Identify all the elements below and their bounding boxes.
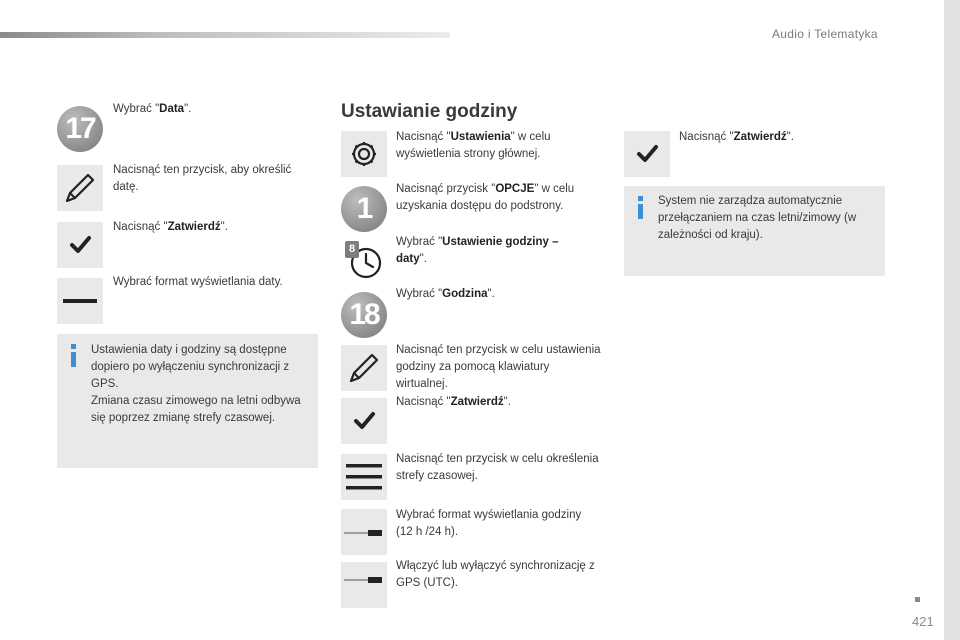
pencil-icon[interactable]	[341, 345, 387, 391]
left-step-select-date: Wybrać "Data".	[113, 103, 192, 115]
mid-step-set-time: Nacisnąć ten przycisk w celu ustawienia godziny za pomocą klawiatury wirtualnej.	[396, 344, 601, 390]
clock-icon[interactable]	[341, 238, 387, 284]
left-info-box	[57, 334, 318, 468]
mid-step-timezone: Nacisnąć ten przycisk w celu określenia strefy czasowej.	[396, 453, 599, 482]
step-badge-1: 1	[341, 186, 387, 232]
left-info-text: Ustawienia daty i godziny są dostępne dopiero po wyłączeniu synchronizacji z GPS. Zmiana czasu zimowego na letni odbywa się poprzez zmianę strefy czasowej.	[91, 344, 301, 424]
header-rule	[0, 32, 450, 38]
page-number: 421	[912, 614, 934, 629]
mid-step-gps-sync: Włączyć lub wyłączyć synchronizację z GPS (UTC).	[396, 560, 595, 589]
info-icon	[71, 352, 76, 367]
mid-step-confirm: Nacisnąć "Zatwierdź".	[396, 396, 511, 408]
toggle-switch-icon[interactable]	[341, 562, 387, 608]
format-bar-icon[interactable]	[57, 278, 103, 324]
step-badge-18: 18	[341, 292, 387, 338]
step-badge-17: 17	[57, 106, 103, 152]
left-step-date-format: Wybrać format wyświetlania daty.	[113, 276, 283, 288]
menu-list-icon[interactable]	[341, 454, 387, 500]
pencil-icon[interactable]	[57, 165, 103, 211]
mid-step-options: Nacisnąć przycisk "OPCJE" w celu uzyskania dostępu do podstrony.	[396, 183, 575, 212]
right-info-box	[624, 186, 885, 276]
left-step-confirm: Nacisnąć "Zatwierdź".	[113, 221, 228, 233]
settings-gear-icon[interactable]	[341, 131, 387, 177]
mid-step-settings: Nacisnąć "Ustawienia" w celu wyświetlenia strony głównej.	[396, 131, 551, 160]
right-step-confirm: Nacisnąć "Zatwierdź".	[679, 131, 794, 143]
checkmark-icon[interactable]	[624, 131, 670, 177]
mid-step-time-format: Wybrać format wyświetlania godziny (12 h /24 h).	[396, 509, 582, 538]
toggle-switch-icon[interactable]	[341, 509, 387, 555]
right-info-text: System nie zarządza automatycznie przełączaniem na czas letni/zimowy (w zależności od kraju).	[658, 195, 857, 241]
page-marker	[915, 597, 920, 602]
mid-step-hour: Wybrać "Godzina".	[396, 288, 495, 300]
chapter-title: Audio i Telematyka	[772, 27, 878, 41]
clock-badge-number: 8	[348, 243, 356, 255]
info-icon-dot	[71, 344, 76, 349]
page-edge-strip	[944, 0, 960, 640]
left-step-set-date: Nacisnąć ten przycisk, aby określić datę.	[113, 164, 292, 193]
info-icon-dot	[638, 196, 643, 201]
checkmark-icon[interactable]	[341, 398, 387, 444]
mid-step-time-date: Wybrać "Ustawienie godziny – daty".	[396, 236, 559, 265]
info-icon	[638, 204, 643, 219]
checkmark-icon[interactable]	[57, 222, 103, 268]
section-title: Ustawianie godziny	[341, 101, 518, 122]
